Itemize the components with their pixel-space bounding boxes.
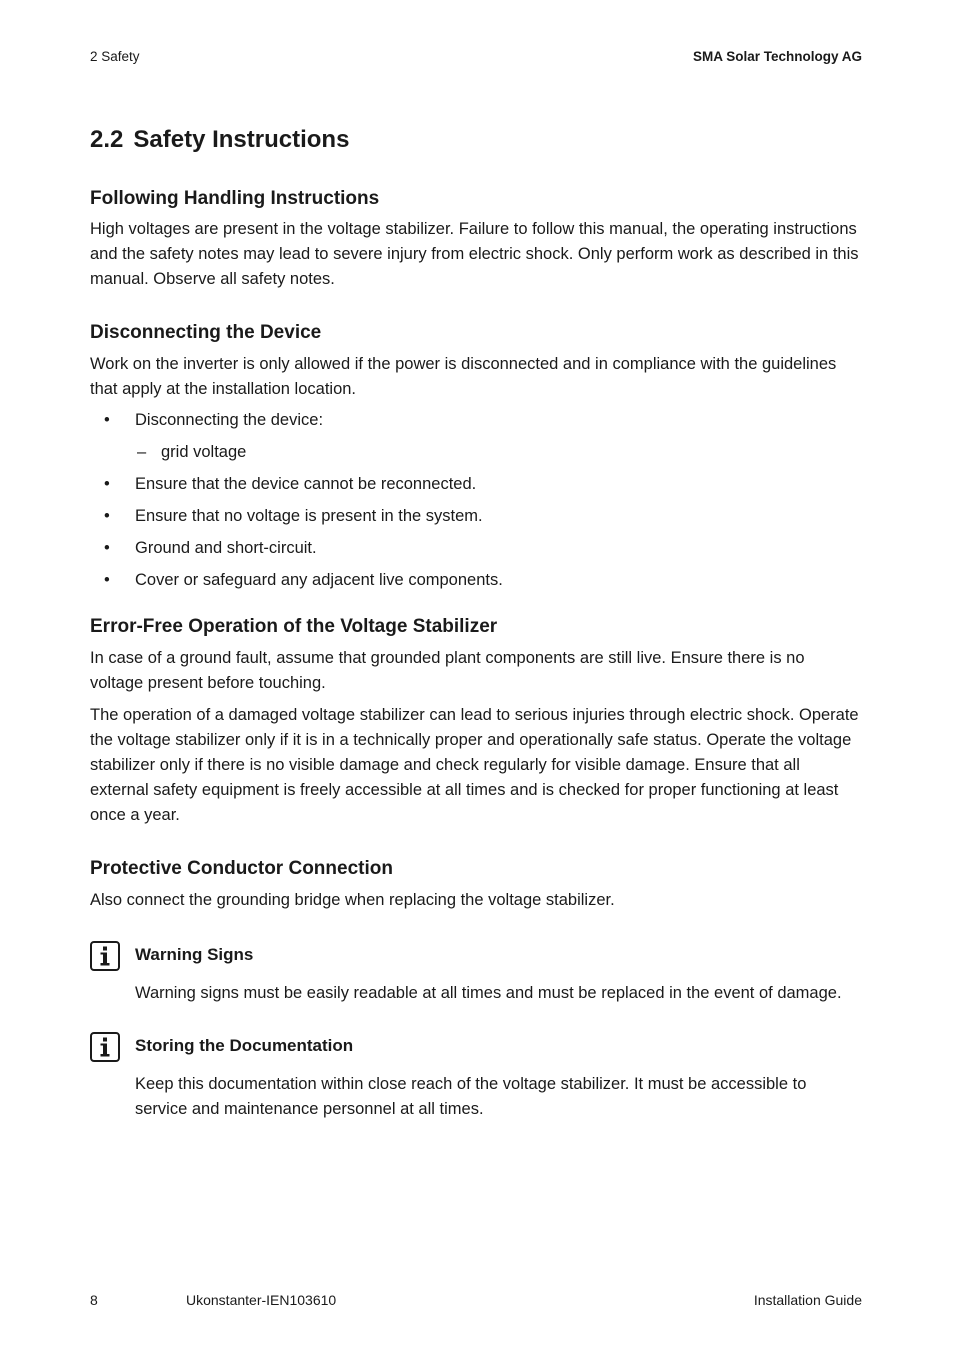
page-title — [90, 122, 862, 158]
list-item-text: Cover or safeguard any adjacent live components. — [135, 571, 503, 589]
info-icon — [90, 1032, 120, 1062]
header-company: SMA Solar Technology AG — [692, 49, 862, 64]
bullet-marker: • — [104, 475, 110, 493]
page-number: 8 — [90, 1292, 98, 1308]
paragraph: Work on the inverter is only allowed if the power is disconnected and in compliance with the guidelines that apply at the installation location. — [90, 355, 837, 398]
info-icon — [90, 941, 120, 971]
bullet-marker: • — [104, 539, 110, 557]
paragraph: In case of a ground fault, assume that grounded plant components are still live. Ensure there is no voltage present before touching. — [90, 649, 805, 692]
header-chapter: 2 Safety — [90, 49, 140, 64]
note-storing-documentation — [90, 1034, 862, 1122]
list-item-text: Disconnecting the device: — [135, 411, 324, 429]
list-item-text: Ensure that no voltage is present in the system. — [135, 507, 483, 525]
section-heading: Error-Free Operation of the Voltage Stabilizer — [90, 616, 498, 637]
sub-list — [135, 440, 862, 465]
page-footer — [90, 1292, 862, 1312]
section-title: Safety Instructions — [133, 126, 350, 153]
note-text: Warning signs must be easily readable at all times and must be replaced in the event of damage. — [135, 984, 842, 1002]
section-disconnecting-device — [90, 320, 862, 593]
bullet-list — [90, 408, 862, 593]
list-item — [90, 536, 862, 561]
list-item-text: Ensure that the device cannot be reconnected. — [135, 475, 477, 493]
list-item — [90, 568, 862, 593]
paragraph: Also connect the grounding bridge when replacing the voltage stabilizer. — [90, 891, 615, 909]
list-item — [90, 408, 862, 465]
note-text: Keep this documentation within close reach of the voltage stabilizer. It must be accessible to service and maintenance personnel at all times. — [135, 1075, 807, 1118]
bullet-marker: • — [104, 571, 110, 589]
bullet-marker: • — [104, 411, 110, 429]
section-handling-instructions — [90, 186, 862, 292]
section-number: 2.2 — [90, 126, 124, 153]
sub-list-item-text: grid voltage — [161, 443, 247, 461]
paragraph: The operation of a damaged voltage stabilizer can lead to serious injuries through electric shock. Operate the voltage stabilizer only if it is in a technically proper and operationally safe status. Operate the voltage stabilizer only if there is no visible damage and check regularly for visible damage. Ensure that all external safety equipment is freely accessible at all times and is checked for proper functioning at least once a year. — [90, 706, 859, 824]
page-content — [90, 122, 862, 1122]
note-warning-signs — [90, 943, 862, 1006]
sub-list-item — [135, 440, 862, 465]
bullet-marker: • — [104, 507, 110, 525]
list-item — [90, 472, 862, 497]
section-error-free-operation — [90, 614, 862, 828]
document-id: Ukonstanter-IEN103610 — [186, 1292, 337, 1308]
document-type: Installation Guide — [753, 1292, 862, 1308]
section-heading: Disconnecting the Device — [90, 322, 322, 343]
paragraph: High voltages are present in the voltage stabilizer. Failure to follow this manual, the operating instructions and the safety notes may lead to severe injury from electric shock. Only perform work as described in this manual. Observe all safety notes. — [90, 220, 859, 288]
note-heading: Storing the Documentation — [135, 1036, 354, 1055]
section-heading: Protective Conductor Connection — [90, 858, 393, 879]
list-item-text: Ground and short-circuit. — [135, 539, 317, 557]
page-header — [90, 49, 862, 69]
dash-marker: – — [137, 443, 147, 461]
list-item — [90, 504, 862, 529]
section-protective-conductor — [90, 856, 862, 913]
section-heading: Following Handling Instructions — [90, 188, 380, 209]
note-heading: Warning Signs — [135, 945, 254, 964]
